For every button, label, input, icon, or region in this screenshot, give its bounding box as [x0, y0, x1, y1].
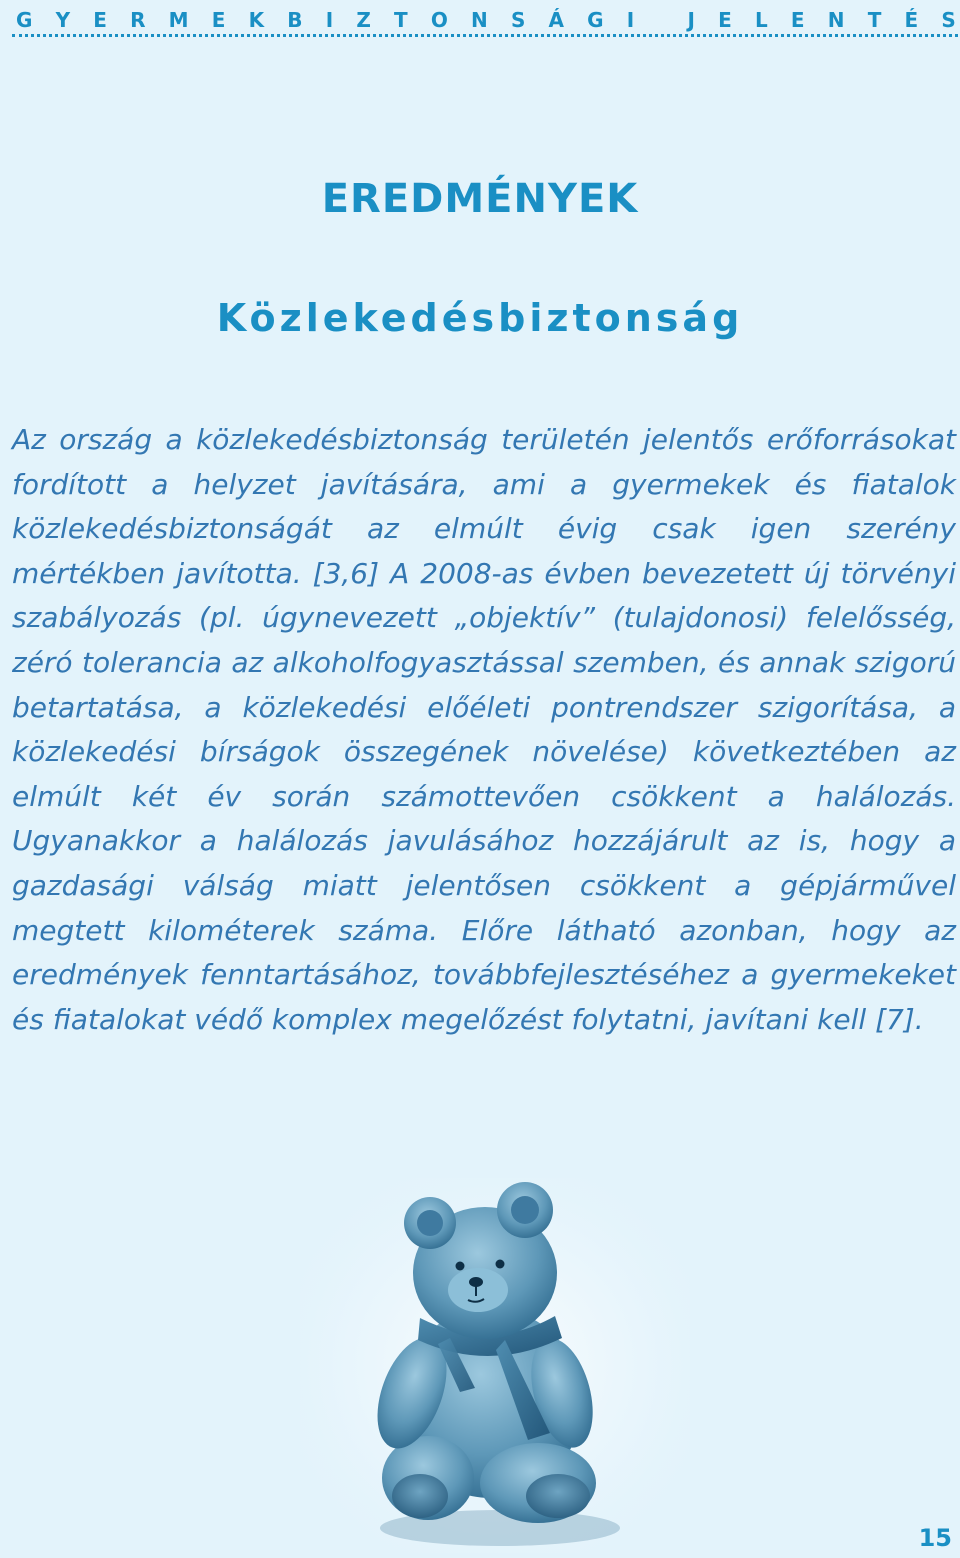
teddy-bear-photo	[300, 1178, 690, 1553]
running-header-letter: T	[394, 8, 408, 32]
running-header-letter: B	[287, 8, 303, 32]
running-header-letter: E	[93, 8, 107, 32]
header-dotted-rule	[12, 34, 958, 37]
running-header-letter	[657, 8, 664, 32]
section-title: EREDMÉNYEK	[321, 176, 639, 222]
running-header-letter: T	[867, 8, 882, 32]
running-header-letter: N	[471, 8, 488, 32]
running-header-letter: E	[718, 8, 732, 32]
section-subtitle: Közlekedésbiztonság	[216, 296, 744, 340]
running-header-letter: Z	[356, 8, 371, 32]
running-header-letter: G	[16, 8, 33, 32]
running-header-letter: K	[248, 8, 265, 32]
running-header-letter: Á	[548, 8, 564, 32]
running-header-letter: O	[430, 8, 448, 32]
body-paragraph: Az ország a közlekedésbiztonság területén jelentős erőforrásokat fordított a helyzet javítására, ami a gyermekek és fiatalok közlekedésbiztonságát az elmúlt évig csak igen szerény mértékben javította. [3,6] A 2008-as évben bevezetett új törvényi szabályozás (pl. úgynevezett „objektív” (tulajdonosi) felelősség, zéró tolerancia az alkoholfogyasztással szemben, és annak szigorú betartatása, a közlekedési előéleti pontrendszer szigorítása, a közlekedési bírságok összegének növelése) következtében az elmúlt két év során számottevően csökkent a halálozás. Ugyanakkor a halálozás javulásához hozzájárult az is, hogy a gazdasági válság miatt jelentősen csökkent a gépjárművel megtett kilométerek száma. Előre látható azonban, hogy az eredmények fenntartásához, továbbfejlesztéséhez a gyermekeket és fiatalokat védő komplex megelőzést folytatni, javítani kell [7].	[12, 423, 956, 1036]
running-header-letter: I	[626, 8, 635, 32]
running-header-letter: J	[687, 8, 695, 32]
running-header-letter: E	[211, 8, 226, 32]
running-header-letter: E	[790, 8, 805, 32]
running-header-letter: M	[168, 8, 189, 32]
running-header-letter: S	[941, 8, 956, 32]
running-header-letter: L	[755, 8, 768, 32]
running-header-letter: R	[130, 8, 146, 32]
running-header-letter: N	[827, 8, 845, 32]
page-number: 15	[918, 1524, 952, 1552]
running-header-letter: Y	[55, 8, 71, 32]
running-header-letter: G	[587, 8, 604, 32]
running-header	[16, 8, 956, 32]
running-header-letter: I	[325, 8, 334, 32]
running-header-letter: S	[510, 8, 526, 32]
running-header-letter: É	[904, 8, 919, 32]
